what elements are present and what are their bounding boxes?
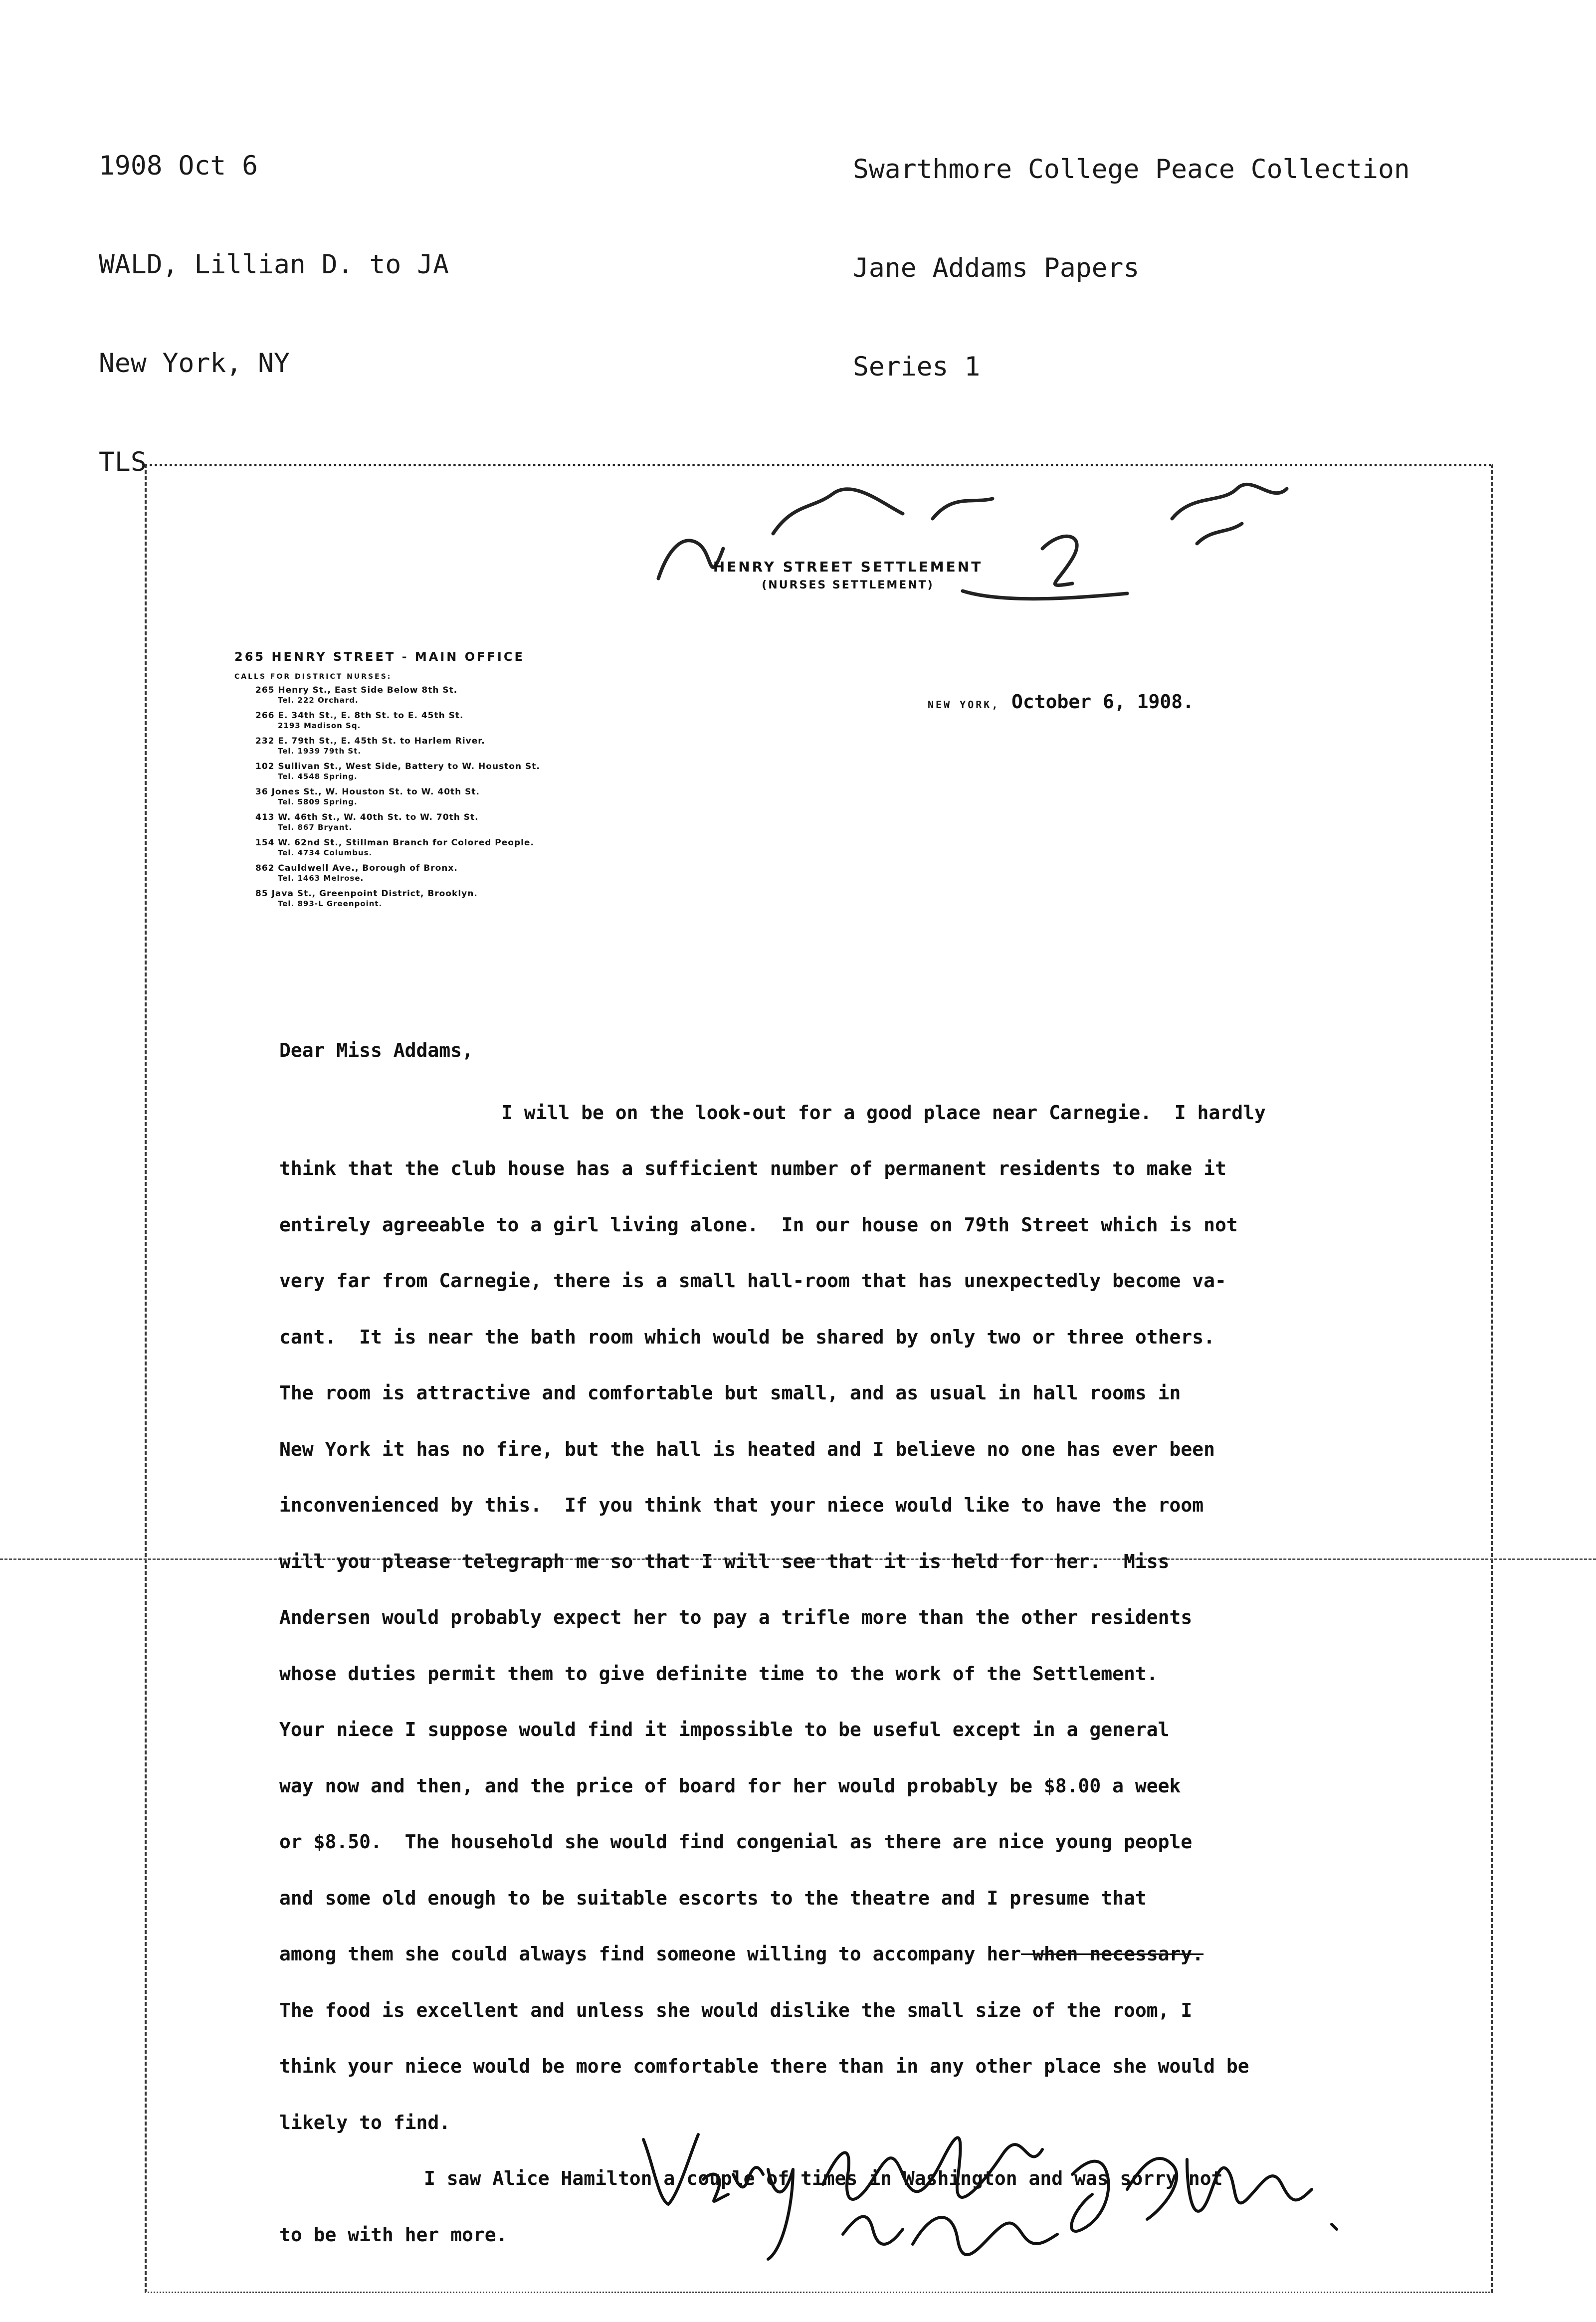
branch-item: 232 E. 79th St., E. 45th St. to Harlem River. Tel. 1939 79th St. (255, 736, 485, 756)
text-line: likely to find. (279, 2111, 451, 2133)
catalog-place: New York, NY (99, 348, 290, 379)
branch-item: 36 Jones St., W. Houston St. to W. 40th St. Tel. 5809 Spring. (255, 787, 480, 806)
salutation: Dear Miss Addams, (279, 1039, 473, 1061)
papers-name: Jane Addams Papers (853, 253, 1140, 283)
office-list (234, 650, 540, 914)
main-office-address: 265 HENRY STREET - MAIN OFFICE (234, 650, 525, 664)
city: NEW YORK, (928, 699, 1000, 711)
text-line: will you please telegraph me so that I will see that it is held for her. Miss (279, 1550, 1170, 1572)
text-line: Your niece I suppose would find it impossible to be useful except in a general (279, 1719, 1170, 1741)
branch-item: 265 Henry St., East Side Below 8th St. Tel. 222 Orchard. (255, 685, 458, 705)
text-line: inconvenienced by this. If you think that your niece would like to have the room (279, 1494, 1204, 1516)
text-line: The food is excellent and unless she would dislike the small size of the room, I (279, 1999, 1193, 2021)
text-line: think your niece would be more comfortable there than in any other place she would be (279, 2055, 1249, 2077)
text-line: The room is attractive and comfortable but small, and as usual in hall rooms in (279, 1382, 1181, 1404)
branch-item: 85 Java St., Greenpoint District, Brooklyn. Tel. 893-L Greenpoint. (255, 889, 478, 908)
struck-text: when necessary. (1021, 1943, 1204, 1965)
branch-item: 102 Sullivan St., West Side, Battery to W. Houston St. Tel. 4548 Spring. (255, 762, 540, 781)
catalog-type: TLS (99, 447, 147, 477)
branch-item: 266 E. 34th St., E. 8th St. to E. 45th St. 2193 Madison Sq. (255, 711, 464, 730)
district-nurses-label: CALLS FOR DISTRICT NURSES: (234, 673, 392, 681)
dateline (928, 691, 1194, 713)
catalog-info-right (853, 87, 1410, 416)
letter-body (279, 1022, 1436, 2263)
paragraph-1 (279, 1085, 1436, 2151)
text-line: think that the club house has a sufficient number of permanent residents to make it (279, 1158, 1226, 1179)
branch-item: 413 W. 46th St., W. 40th St. to W. 70th St. Tel. 867 Bryant. (255, 812, 479, 832)
text-line: cant. It is near the bath room which would be shared by only two or three others. (279, 1326, 1215, 1348)
branch-item: 154 W. 62nd St., Stillman Branch for Colored People. Tel. 4734 Columbus. (255, 838, 534, 857)
text-line: Andersen would probably expect her to pay a trifle more than the other residents (279, 1606, 1193, 1628)
catalog-correspondents: WALD, Lillian D. to JA (99, 249, 449, 280)
text-line: to be with her more. (279, 2223, 508, 2246)
catalog-date: 1908 Oct 6 (99, 151, 258, 181)
text-line: and some old enough to be suitable escorts to the theatre and I presume that (279, 1887, 1147, 1909)
text-line: among them she could always find someone willing to accompany her when necessary. (279, 1943, 1204, 1965)
text-line: entirely agreeable to a girl living alone. In our house on 79th Street which is not (279, 1213, 1238, 1236)
handwritten-scribble-icon (623, 474, 1322, 613)
letter-date: October 6, 1908. (1011, 691, 1195, 713)
letterhead (648, 559, 1047, 591)
signature-text (663, 2174, 672, 2175)
text-line: I saw Alice Hamilton a couple of times in Washington and was sorry not (424, 2167, 1223, 2189)
handwritten-signature-icon (633, 2120, 1357, 2284)
text-line: I will be on the look-out for a good place near Carnegie. I hardly (501, 1101, 1266, 1124)
settlement-name: HENRY STREET SETTLEMENT (713, 559, 983, 575)
settlement-subtitle: (NURSES SETTLEMENT) (762, 579, 934, 591)
text-line: way now and then, and the price of board for her would probably be $8.00 a week (279, 1774, 1181, 1797)
text-line: New York it has no fire, but the hall is heated and I believe no one has ever been (279, 1438, 1215, 1460)
text-line: whose duties permit them to give definite time to the work of the Settlement. (279, 1662, 1158, 1685)
text-line: very far from Carnegie, there is a small hall-room that has unexpectedly become va- (279, 1270, 1226, 1292)
collection-name: Swarthmore College Peace Collection (853, 154, 1410, 185)
series-name: Series 1 (853, 352, 981, 382)
branch-item: 862 Cauldwell Ave., Borough of Bronx. Tel. 1463 Melrose. (255, 863, 458, 883)
catalog-info-left (99, 84, 449, 512)
text-line: or $8.50. The household she would find congenial as there are nice young people (279, 1831, 1193, 1853)
